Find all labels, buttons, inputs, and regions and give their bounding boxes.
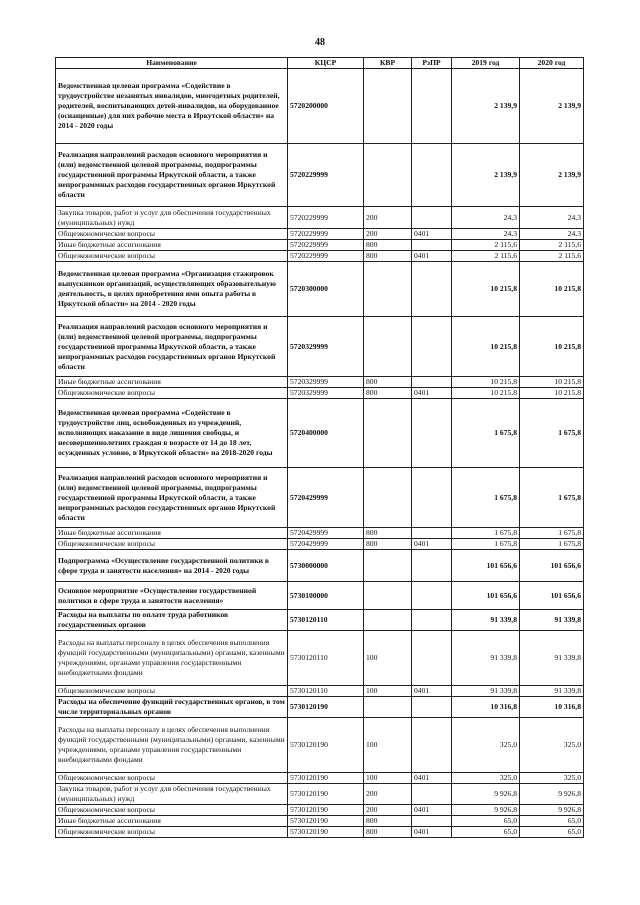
cell-kvr [364,262,412,317]
cell-rzpr [412,582,452,610]
cell-2019: 91 339,8 [452,631,520,686]
cell-2020: 65,0 [520,827,584,838]
table-row [56,229,584,240]
cell-kcsr: 5730120110 [288,686,364,697]
cell-name: Расходы на выплаты по оплате труда работников государственных органов [56,610,288,631]
cell-rzpr [412,262,452,317]
cell-kvr [364,610,412,631]
cell-kcsr: 5730120190 [288,784,364,805]
cell-kcsr: 5720429999 [288,528,364,539]
table-row [56,262,584,317]
cell-kvr [364,144,412,207]
cell-rzpr: 0401 [412,686,452,697]
cell-kcsr: 5720229999 [288,144,364,207]
cell-2019: 101 656,6 [452,550,520,582]
cell-kcsr: 5720229999 [288,240,364,251]
cell-kcsr: 5730120190 [288,773,364,784]
cell-name: Общеэкономические вопросы [56,229,288,240]
cell-kcsr: 5730120190 [288,805,364,816]
table-row [56,827,584,838]
cell-kvr [364,468,412,528]
page-number: 48 [315,37,325,48]
cell-2019: 2 115,6 [452,251,520,262]
cell-2020: 101 656,6 [520,550,584,582]
cell-2019: 10 215,8 [452,388,520,399]
table-row [56,399,584,468]
cell-kvr: 200 [364,784,412,805]
cell-2020: 24,3 [520,229,584,240]
cell-2020: 10 215,8 [520,388,584,399]
cell-name: Общеэкономические вопросы [56,686,288,697]
cell-2019: 101 656,6 [452,582,520,610]
cell-2019: 10 215,8 [452,317,520,377]
header-name: Наименование [56,58,288,69]
cell-kcsr: 5730120190 [288,827,364,838]
cell-2019: 65,0 [452,827,520,838]
cell-2019: 91 339,8 [452,686,520,697]
cell-2019: 325,0 [452,773,520,784]
cell-2020: 9 926,8 [520,784,584,805]
cell-rzpr [412,784,452,805]
table-row [56,718,584,773]
cell-2020: 10 215,8 [520,262,584,317]
cell-kcsr: 5720429999 [288,468,364,528]
cell-2019: 10 215,8 [452,262,520,317]
cell-kcsr: 5730120110 [288,631,364,686]
cell-rzpr [412,377,452,388]
cell-2020: 1 675,8 [520,468,584,528]
cell-2020: 10 316,8 [520,697,584,718]
cell-kvr [364,550,412,582]
header-2020: 2020 год [520,58,584,69]
cell-kcsr: 5720329999 [288,377,364,388]
header-kvr: КВР [364,58,412,69]
cell-2019: 10 316,8 [452,697,520,718]
cell-name: Подпрограмма «Осуществление государственной политики в сфере труда и занятости населения» на 2014 - 2020 годы [56,550,288,582]
cell-kvr: 200 [364,207,412,229]
cell-kvr: 800 [364,251,412,262]
cell-name: Расходы на выплаты персоналу в целях обеспечения выполнения функций государственными (муниципальными) органами, казенными учреждениями, органами управления государственными внебюджетными фондами [56,718,288,773]
cell-2019: 24,3 [452,229,520,240]
cell-2019: 2 139,9 [452,69,520,144]
cell-2020: 325,0 [520,773,584,784]
cell-rzpr [412,468,452,528]
cell-name: Иные бюджетные ассигнования [56,240,288,251]
cell-2020: 2 115,6 [520,251,584,262]
cell-name: Ведомственная целевая программа «Содействие в трудоустройстве незанятых инвалидов, многодетных родителей, родителей, воспитывающих детей-инвалидов, на оборудованное (оснащенные) для них рабочие места в Иркутской области» на 2014 - 2020 годы [56,69,288,144]
cell-2019: 2 139,9 [452,144,520,207]
cell-kcsr: 5720429999 [288,539,364,550]
cell-kvr: 200 [364,229,412,240]
table-row [56,144,584,207]
cell-rzpr: 0401 [412,229,452,240]
table-header-row [56,58,584,69]
cell-kcsr: 5730100000 [288,582,364,610]
cell-rzpr [412,550,452,582]
cell-2020: 10 215,8 [520,377,584,388]
cell-rzpr: 0401 [412,388,452,399]
cell-name: Общеэкономические вопросы [56,388,288,399]
cell-name: Закупка товаров, работ и услуг для обеспечения государственных (муниципальных) нужд [56,207,288,229]
cell-kcsr: 5720229999 [288,207,364,229]
cell-kvr: 800 [364,539,412,550]
table-row [56,240,584,251]
cell-kcsr: 5720400000 [288,399,364,468]
table-row [56,686,584,697]
cell-kvr: 100 [364,686,412,697]
table-row [56,377,584,388]
cell-name: Общеэкономические вопросы [56,251,288,262]
cell-2020: 65,0 [520,816,584,827]
table-row [56,207,584,229]
cell-kvr: 200 [364,805,412,816]
table-row [56,528,584,539]
cell-kcsr: 5730120190 [288,718,364,773]
cell-kcsr: 5720229999 [288,229,364,240]
cell-2020: 1 675,8 [520,399,584,468]
budget-table [55,57,584,838]
cell-2020: 10 215,8 [520,317,584,377]
header-kcsr: КЦСР [288,58,364,69]
cell-kcsr: 5720200000 [288,69,364,144]
cell-2020: 325,0 [520,718,584,773]
cell-2019: 24,3 [452,207,520,229]
cell-2020: 24,3 [520,207,584,229]
cell-name: Основное мероприятие «Осуществление государственной политики в сфере труда и занятости населения» [56,582,288,610]
cell-kvr: 800 [364,388,412,399]
cell-kcsr: 5720329999 [288,317,364,377]
cell-2020: 1 675,8 [520,528,584,539]
table-row [56,550,584,582]
cell-kvr [364,582,412,610]
cell-2020: 1 675,8 [520,539,584,550]
cell-name: Реализация направлений расходов основного мероприятия и (или) ведомственной целевой программы, подпрограммы государственной программы Иркутской области, а также непрограммных расходов государственных органов Иркутской области [56,317,288,377]
cell-kvr: 800 [364,816,412,827]
table-row [56,773,584,784]
cell-kvr [364,69,412,144]
cell-2019: 325,0 [452,718,520,773]
cell-name: Ведомственная целевая программа «Организация стажировок выпускников организаций, осуществляющих образовательную деятельность, в целях приобретения ими опыта работы в Иркутской области» на 2014 - 2020 годы [56,262,288,317]
cell-rzpr: 0401 [412,805,452,816]
cell-rzpr [412,207,452,229]
cell-rzpr [412,816,452,827]
table-row [56,539,584,550]
cell-kcsr: 5720329999 [288,388,364,399]
cell-2019: 91 339,8 [452,610,520,631]
cell-kvr: 800 [364,827,412,838]
cell-kcsr: 5730120190 [288,816,364,827]
cell-rzpr [412,144,452,207]
cell-2020: 2 115,6 [520,240,584,251]
cell-kvr: 100 [364,773,412,784]
cell-kcsr: 5730000000 [288,550,364,582]
table-row [56,697,584,718]
cell-2019: 1 675,8 [452,399,520,468]
cell-rzpr: 0401 [412,539,452,550]
cell-rzpr: 0401 [412,827,452,838]
cell-2019: 1 675,8 [452,528,520,539]
cell-name: Общеэкономические вопросы [56,539,288,550]
table-row [56,631,584,686]
cell-kvr: 800 [364,240,412,251]
cell-rzpr [412,317,452,377]
cell-kvr [364,399,412,468]
cell-rzpr: 0401 [412,251,452,262]
cell-2020: 2 139,9 [520,69,584,144]
cell-name: Общеэкономические вопросы [56,773,288,784]
cell-name: Ведомственная целевая программа «Содействие в трудоустройстве лиц, освобожденных из учреждений, исполняющих наказание в виде лишения свободы, и несовершеннолетних граждан в возрасте от 14 до 18 лет, осужденных условно, в Иркутской области» на 2018-2020 годы [56,399,288,468]
cell-name: Иные бюджетные ассигнования [56,816,288,827]
cell-2020: 91 339,8 [520,686,584,697]
table-row [56,251,584,262]
cell-2020: 9 926,8 [520,805,584,816]
cell-rzpr [412,610,452,631]
table-row [56,816,584,827]
cell-2019: 2 115,6 [452,240,520,251]
cell-rzpr [412,399,452,468]
cell-kcsr: 5730120110 [288,610,364,631]
table-row [56,317,584,377]
cell-rzpr [412,718,452,773]
cell-name: Реализация направлений расходов основного мероприятия и (или) ведомственной целевой программы, подпрограммы государственной программы Иркутской области, а также непрограммных расходов государственных органов Иркутской области [56,468,288,528]
table-row [56,582,584,610]
cell-name: Иные бюджетные ассигнования [56,377,288,388]
header-rzpr: РзПР [412,58,452,69]
cell-2019: 1 675,8 [452,539,520,550]
cell-name: Общеэкономические вопросы [56,805,288,816]
cell-kvr [364,697,412,718]
cell-2020: 101 656,6 [520,582,584,610]
table-row [56,784,584,805]
cell-name: Расходы на выплаты персоналу в целях обеспечения выполнения функций государственными (муниципальными) органами, казенными учреждениями, органами управления государственными внебюджетными фондами [56,631,288,686]
table-row [56,468,584,528]
cell-name: Общеэкономические вопросы [56,827,288,838]
cell-2019: 9 926,8 [452,784,520,805]
cell-rzpr: 0401 [412,773,452,784]
cell-kcsr: 5730120190 [288,697,364,718]
cell-2020: 91 339,8 [520,610,584,631]
cell-2020: 2 139,9 [520,144,584,207]
cell-kvr: 100 [364,631,412,686]
cell-name: Закупка товаров, работ и услуг для обеспечения государственных (муниципальных) нужд [56,784,288,805]
cell-rzpr [412,69,452,144]
cell-name: Иные бюджетные ассигнования [56,528,288,539]
table-row [56,805,584,816]
cell-name: Расходы на обеспечение функций государственных органов, в том числе территориальных органов [56,697,288,718]
cell-kcsr: 5720300000 [288,262,364,317]
cell-rzpr [412,528,452,539]
cell-2019: 9 926,8 [452,805,520,816]
table-row [56,388,584,399]
cell-rzpr [412,631,452,686]
cell-kvr [364,317,412,377]
cell-kvr: 800 [364,377,412,388]
cell-kvr: 800 [364,528,412,539]
cell-kcsr: 5720229999 [288,251,364,262]
cell-kvr: 100 [364,718,412,773]
table-row [56,69,584,144]
header-2019: 2019 год [452,58,520,69]
cell-rzpr [412,240,452,251]
table-row [56,610,584,631]
cell-2020: 91 339,8 [520,631,584,686]
cell-rzpr [412,697,452,718]
cell-2019: 1 675,8 [452,468,520,528]
cell-2019: 10 215,8 [452,377,520,388]
cell-2019: 65,0 [452,816,520,827]
cell-name: Реализация направлений расходов основного мероприятия и (или) ведомственной целевой программы, подпрограммы государственной программы Иркутской области, а также непрограммных расходов государственных органов Иркутской области [56,144,288,207]
